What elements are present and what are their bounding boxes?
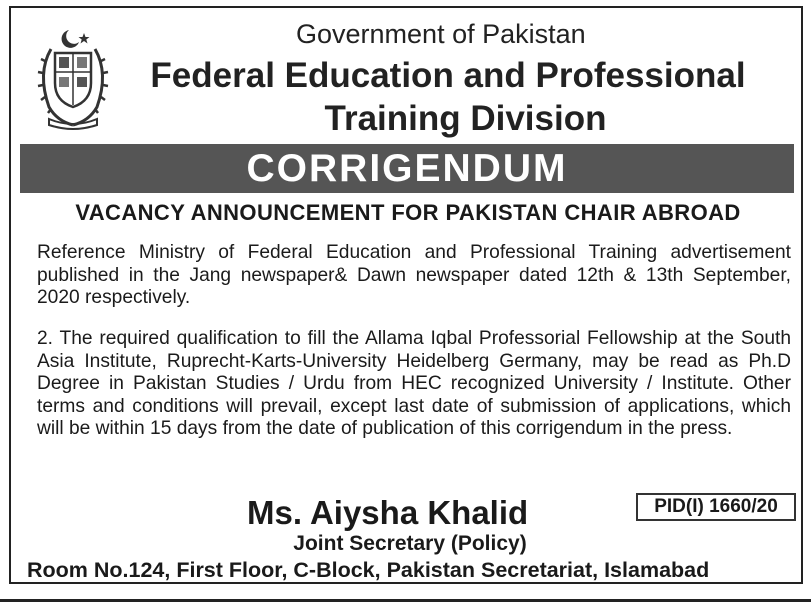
signatory-name: Ms. Aiysha Khalid: [247, 494, 529, 531]
advertisement: [9, 6, 803, 584]
corrigendum-banner: [20, 144, 794, 193]
division-title-line1: Federal Education and Professional: [150, 56, 746, 95]
qualification-paragraph: 2. The required qualification to fill the Allama Iqbal Professorial Fellowship at the South Asia Institute, Ruprecht-Karts-University Heidelberg Germany, may be read as Ph.D Degree in Pakistan Studies / Urdu from HEC recognized University / Institute. Other terms and conditions will prevail, except last date of submission of applications, which will be within 15 days from the date of publication of this corrigendum in the press.: [37, 328, 791, 439]
signatory-designation: Joint Secretary (Policy): [293, 532, 527, 555]
bottom-divider: [0, 599, 811, 602]
banner-text: CORRIGENDUM: [246, 146, 568, 190]
pid-box: [636, 493, 796, 521]
office-address: Room No.124, First Floor, C-Block, Pakistan Secretariat, Islamabad: [27, 558, 710, 582]
vacancy-heading: VACANCY ANNOUNCEMENT FOR PAKISTAN CHAIR ABROAD: [75, 200, 741, 225]
pid-number: PID(I) 1660/20: [654, 496, 778, 517]
division-title-line2: Training Division: [324, 99, 607, 138]
government-line: Government of Pakistan: [296, 19, 586, 49]
reference-paragraph: Reference Ministry of Federal Education and Professional Training advertisement published in the Jang newspaper& Dawn newspaper dated 12th & 13th September, 2020 respectively.: [37, 242, 791, 308]
